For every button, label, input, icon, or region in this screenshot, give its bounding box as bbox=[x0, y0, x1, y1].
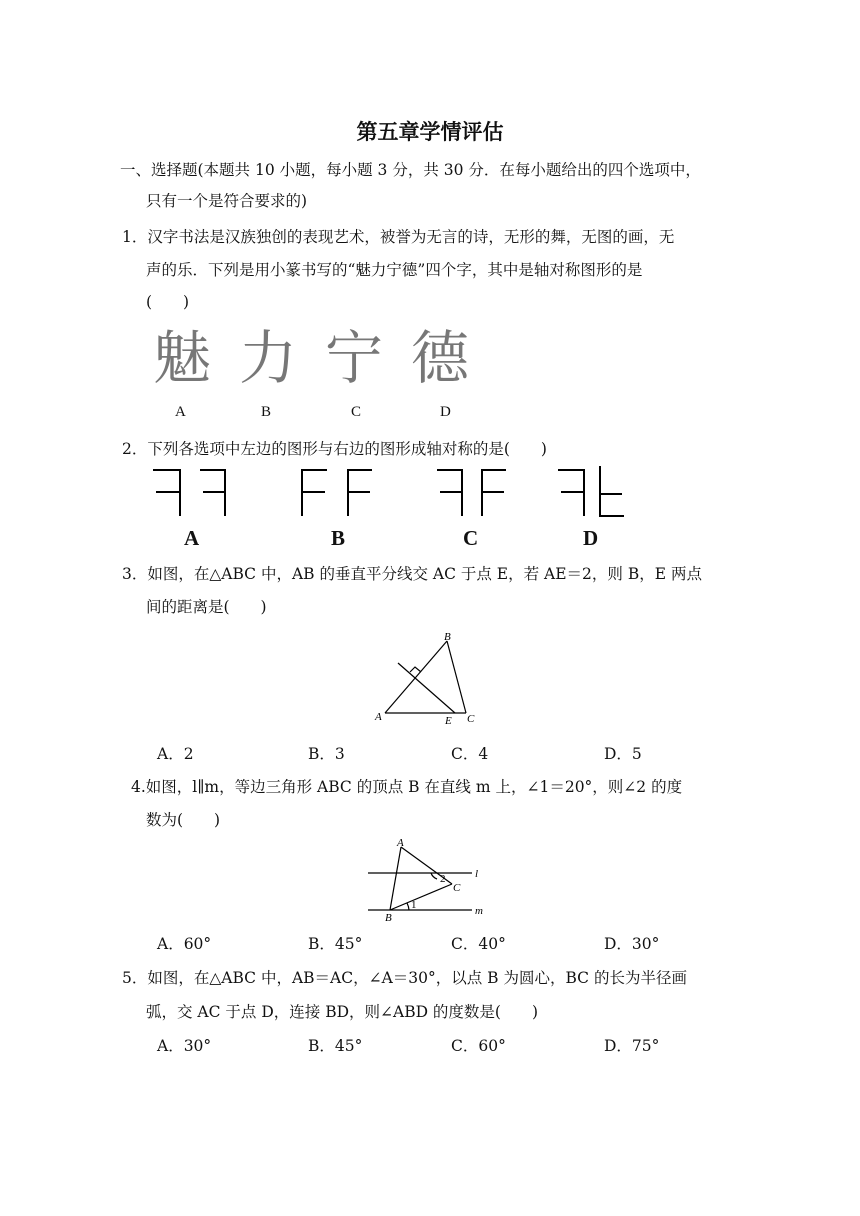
q4-label-a: A bbox=[397, 837, 404, 849]
q1-label-d: D bbox=[440, 404, 451, 420]
seal-glyph-b: 力 bbox=[238, 324, 297, 392]
q5-option-c[interactable]: C．60° bbox=[451, 1037, 506, 1055]
seal-glyph-a: 魅 bbox=[152, 324, 211, 392]
q3-option-d[interactable]: D．5 bbox=[604, 745, 642, 763]
seal-glyph-d: 德 bbox=[410, 324, 469, 392]
q1-label-c: C bbox=[351, 404, 362, 420]
q4-option-b[interactable]: B．45° bbox=[308, 935, 363, 953]
q5-option-d[interactable]: D．75° bbox=[604, 1037, 660, 1055]
q3-option-a[interactable]: A．2 bbox=[157, 745, 194, 763]
q4-option-c[interactable]: C．40° bbox=[451, 935, 506, 953]
q4-label-l: l bbox=[475, 868, 479, 880]
q4-text-line1: 4.如图，l∥m，等边三角形 ABC 的顶点 B 在直线 m 上，∠1＝20°，则∠2 的度 bbox=[131, 778, 683, 796]
q3-label-a: A bbox=[375, 711, 382, 723]
q1-label-a: A bbox=[175, 404, 186, 420]
q2-text-line1: 2．下列各选项中左边的图形与右边的图形成轴对称的是( ) bbox=[122, 440, 547, 458]
q3-option-c[interactable]: C．4 bbox=[451, 745, 489, 763]
q4-label-angle-1: 1 bbox=[411, 899, 417, 911]
section-instruction-line1: 一、选择题(本题共 10 小题，每小题 3 分，共 30 分．在每小题给出的四个选项中， bbox=[120, 161, 701, 179]
q2-label-d: D bbox=[583, 526, 599, 550]
q5-text-line1: 5．如图，在△ABC 中，AB＝AC，∠A＝30°，以点 B 为圆心，BC 的长为半径画 bbox=[122, 969, 687, 987]
q4-label-b: B bbox=[385, 912, 392, 924]
q3-label-c: C bbox=[467, 713, 475, 725]
q1-text-line1: 1．汉字书法是汉族独创的表现艺术，被誉为无言的诗，无形的舞，无图的画，无 bbox=[122, 228, 675, 246]
page-title: 第五章学情评估 bbox=[356, 120, 504, 144]
q3-text-line1: 3．如图，在△ABC 中，AB 的垂直平分线交 AC 于点 E，若 AE＝2，则 B，E 两点 bbox=[122, 565, 702, 583]
q1-text-line3: ( ) bbox=[146, 293, 190, 311]
q3-text-line2: 间的距离是( ) bbox=[146, 598, 267, 616]
q4-option-a[interactable]: A．60° bbox=[157, 935, 212, 953]
q4-angle-1-arc bbox=[407, 903, 409, 910]
q1-text-line2: 声的乐．下列是用小篆书写的“魅力宁德”四个字，其中是轴对称图形的是 bbox=[146, 261, 643, 279]
q2-label-b: B bbox=[331, 526, 346, 550]
q4-text-line2: 数为( ) bbox=[146, 811, 221, 829]
q5-option-a[interactable]: A．30° bbox=[157, 1037, 212, 1055]
q4-label-angle-2: 2 bbox=[440, 873, 446, 885]
q4-label-m: m bbox=[475, 905, 483, 917]
q5-text-line2: 弧，交 AC 于点 D，连接 BD，则∠ABD 的度数是( ) bbox=[146, 1003, 539, 1021]
q4-label-c: C bbox=[453, 882, 461, 894]
q2-label-c: C bbox=[463, 526, 479, 550]
q5-option-b[interactable]: B．45° bbox=[308, 1037, 363, 1055]
q3-label-b: B bbox=[444, 631, 451, 643]
q3-option-b[interactable]: B．3 bbox=[308, 745, 345, 763]
seal-glyph-c: 宁 bbox=[324, 324, 383, 392]
q1-label-b: B bbox=[261, 404, 272, 420]
q4-angle-2-arc bbox=[431, 873, 437, 879]
q4-side-ab bbox=[390, 847, 401, 910]
q4-side-bc bbox=[390, 884, 452, 910]
section-instruction-line2: 只有一个是符合要求的) bbox=[146, 192, 308, 210]
q3-label-e: E bbox=[445, 715, 452, 727]
q2-label-a: A bbox=[184, 526, 200, 550]
q4-option-d[interactable]: D．30° bbox=[604, 935, 660, 953]
